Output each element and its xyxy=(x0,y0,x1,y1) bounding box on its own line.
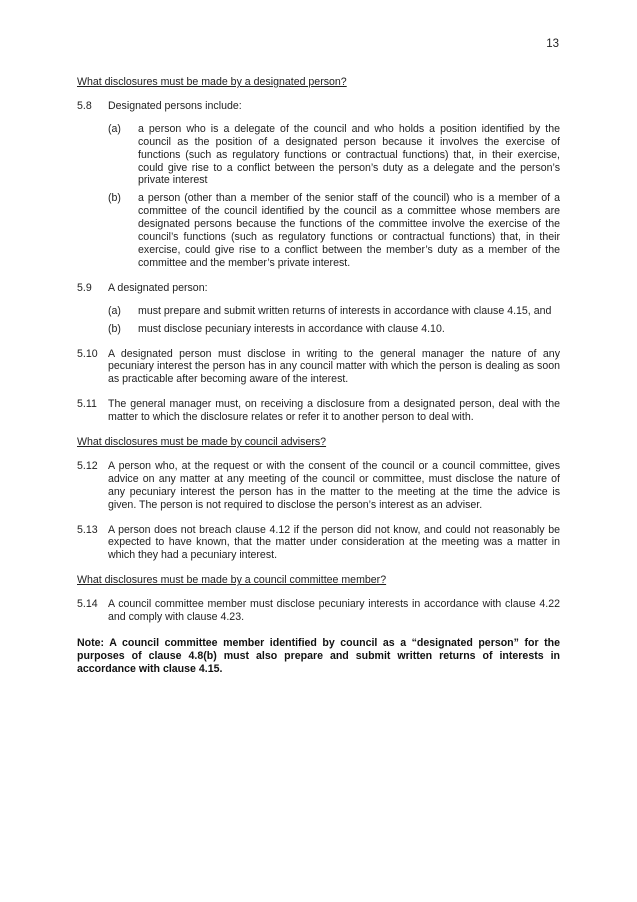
item-text: must prepare and submit written returns of interests in accordance with clause 4.15, and xyxy=(138,304,552,317)
item-label: (a) xyxy=(108,304,121,317)
clause-5-12 xyxy=(77,460,560,512)
clause-5-9-item-b xyxy=(108,323,560,336)
clause-5-11 xyxy=(77,398,560,424)
section-heading-designated-person: What disclosures must be made by a designated person? xyxy=(77,76,347,88)
clause-text: A designated person must disclose in writing to the general manager the nature of any pecuniary interest the person has in any council matter with which the person is dealing as soon as practicable after becoming aware of the interest. xyxy=(108,347,560,386)
clause-5-13 xyxy=(77,524,560,563)
item-text: must disclose pecuniary interests in accordance with clause 4.10. xyxy=(138,322,445,335)
clause-5-10 xyxy=(77,348,560,387)
clause-5-9 xyxy=(77,282,560,295)
item-text: a person (other than a member of the senior staff of the council) who is a member of a committee of the council identified by the council as a committee whose members are designated persons because the functions of the committee involve the exercise of the council’s functions (such as regulatory functions or contractual functions) that, in their exercise, could give rise to a conflict between the member’s duty as a member of the committee and the member’s private interest. xyxy=(138,192,560,269)
section-heading-committee-member: What disclosures must be made by a council committee member? xyxy=(77,574,387,587)
clause-number: 5.10 xyxy=(77,347,98,360)
item-label: (b) xyxy=(108,322,121,335)
clause-5-9-item-a xyxy=(108,305,560,318)
clause-number: 5.8 xyxy=(77,99,92,112)
section-heading-council-advisers: What disclosures must be made by council advisers? xyxy=(77,436,327,449)
clause-5-14 xyxy=(77,598,560,624)
clause-text: A council committee member must disclose pecuniary interests in accordance with clause 4.22 and comply with clause 4.23. xyxy=(108,598,560,624)
clause-5-8 xyxy=(77,100,560,113)
item-label: (a) xyxy=(108,122,121,135)
item-label: (b) xyxy=(108,192,121,205)
clause-text: The general manager must, on receiving a disclosure from a designated person, deal with the matter to which the disclosure relates or refer it to another person to deal with. xyxy=(108,398,560,424)
clause-text: Designated persons include: xyxy=(108,99,242,112)
document-body xyxy=(77,74,560,676)
clause-number: 5.13 xyxy=(77,523,98,536)
page-number: 13 xyxy=(546,38,559,50)
clause-number: 5.14 xyxy=(77,598,98,611)
clause-number: 5.9 xyxy=(77,281,92,294)
item-text: a person who is a delegate of the council and who holds a position identified by the council as the position of a designated person because it involves the exercise of functions (such as regulatory functions or contractual functions) that, in their exercise, could give rise to a conflict between the person’s duty as a delegate and the person’s private interest xyxy=(138,122,560,187)
clause-text: A person who, at the request or with the consent of the council or a council committee, gives advice on any matter at any meeting of the council or committee, must disclose the nature of any pecuniary interest the person has in the matter to the meeting at the time the advice is given. The person is not required to disclose the person’s interest as an adviser. xyxy=(108,459,560,511)
designated-person-note: Note: A council committee member identified by council as a “designated person” for the purposes of clause 4.8(b) must also prepare and submit written returns of interests in accordance with clause 4.15. xyxy=(77,637,560,675)
clause-text: A person does not breach clause 4.12 if the person did not know, and could not reasonably be expected to have known, that the matter under consideration at the meeting was a matter in which they had a pecuniary interest. xyxy=(108,523,560,562)
clause-text: A designated person: xyxy=(108,281,208,294)
clause-number: 5.12 xyxy=(77,459,98,472)
clause-5-8-item-a xyxy=(108,123,560,188)
clause-number: 5.11 xyxy=(77,398,97,411)
clause-5-8-item-b xyxy=(108,192,560,269)
